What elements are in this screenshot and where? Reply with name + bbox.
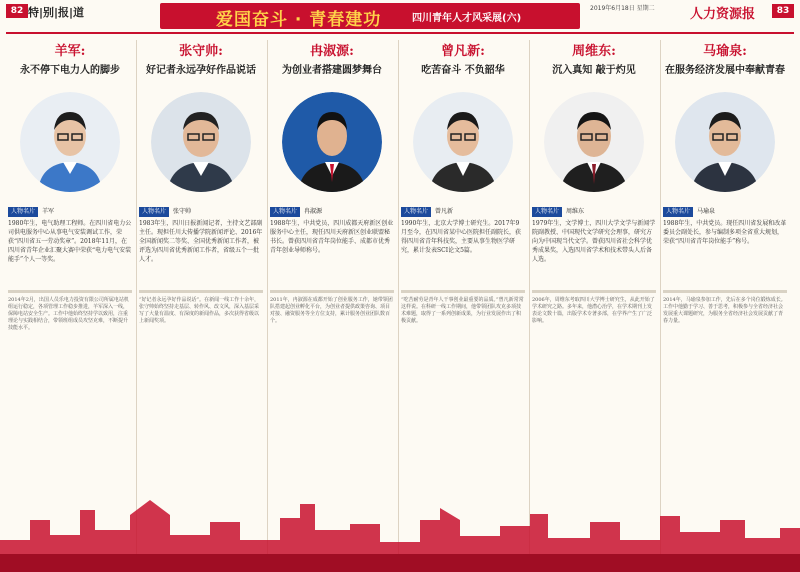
profile-tag-label: 人物名片 <box>401 207 431 217</box>
profile-tag <box>8 207 54 217</box>
profile-column <box>268 38 396 528</box>
portrait-photo <box>20 92 120 192</box>
profile-name: 冉淑源: <box>310 44 354 59</box>
profile-tag-name: 张守帅 <box>173 208 192 215</box>
profile-bio: 1980年生，电气助理工程师。在四川省电力公司供电服务中心从事电气安装调试工作，荣获“四川省五一劳动奖章”。2018年11月，在四川省青年企业汇聚大赛中荣获“电力电气安装能手”个人一等奖。 <box>8 220 132 263</box>
portrait-photo <box>675 92 775 192</box>
portrait-photo <box>151 92 251 192</box>
profile-tag-name: 羊军 <box>42 208 55 215</box>
profile-bio: 1979年生，文学博士，四川大学文学与新闻学院副教授、中国现代文学研究会理事，研究方向为中国现当代文学。曾获四川省社会科学优秀成果奖，入选四川省学术和技术带头人后备人选。 <box>532 220 656 263</box>
profile-tag-label: 人物名片 <box>663 207 693 217</box>
profile-slogan: 好记者永远孕好作品说话 <box>146 65 256 76</box>
text-divider <box>532 290 656 293</box>
profile-tag-label: 人物名片 <box>8 207 38 217</box>
title-banner <box>160 3 580 29</box>
profile-tag <box>532 207 584 217</box>
profile-slogan: 吃苦奋斗 不负韶华 <box>421 65 505 76</box>
profile-tag <box>401 207 453 217</box>
profile-name: 周维东: <box>572 44 616 59</box>
profile-bio: 1983年生，四川日报新闻记者，主持文艺部副主任。现担任川大传播学院新闻评论、2016年全国新闻奖二等奖、全国优秀新闻工作者，被评选为四川省优秀新闻工作者，省级五个一批人才。 <box>139 220 263 263</box>
profile-tag <box>139 207 191 217</box>
text-divider <box>401 290 525 293</box>
profile-tag-label: 人物名片 <box>139 207 169 217</box>
text-divider <box>139 290 263 293</box>
city-skyline-graphic <box>0 480 800 572</box>
portrait-photo <box>544 92 644 192</box>
newspaper-brand: 人力资源报 <box>690 7 756 22</box>
profile-slogan: 永不停下电力人的脚步 <box>20 65 120 76</box>
article-text: “好记者永远孕好作品说话”。在新闻一线工作十余年，张守帅始终坚持走基层、转作风、改文风，深入基层采写了大量有温度、有深度的新闻作品，多次获得省级以上新闻奖项。 <box>139 297 260 324</box>
text-divider <box>270 290 394 293</box>
profile-column <box>399 38 527 528</box>
header-rule <box>6 32 794 34</box>
article-text: “吃苦耐劳是青年人干事创业最重要的品质。”曾凡新常常这样说。在科研一线工作期间，他带领团队攻克多项技术难题，取得了一系列创新成果，为行业发展作出了积极贡献。 <box>401 297 524 324</box>
profile-name: 张守帅: <box>179 44 223 59</box>
profile-tag <box>270 207 322 217</box>
banner-title: 爱国奋斗 · 青春建功 <box>216 10 382 30</box>
article-text: 2014年，马瑜泉参加工作，先后在多个岗位锻炼成长。工作中他勤于学习、善于思考，积极参与全省经济社会发展重大课题研究，为服务全省经济社会发展贡献了青春力量。 <box>663 297 786 324</box>
profile-column <box>661 38 789 528</box>
profile-name: 马瑜泉: <box>703 44 747 59</box>
profile-column <box>6 38 134 528</box>
text-divider <box>8 290 132 293</box>
article-text: 2011年，冉淑源在成都开始了创业服务工作，她带领团队搭建起创业孵化平台，为创业者提供政策咨询、项目对接、融资服务等全方位支持，累计服务创业团队数百个。 <box>270 297 393 324</box>
section-label: 特|别|报|道 <box>28 6 85 19</box>
profile-slogan: 在服务经济发展中奉献青春 <box>665 65 785 76</box>
profile-name: 羊军: <box>54 44 86 59</box>
profile-tag-label: 人物名片 <box>270 207 300 217</box>
profile-column <box>137 38 265 528</box>
profile-tag-label: 人物名片 <box>532 207 562 217</box>
page-number-left: 82 <box>6 4 28 18</box>
profile-bio: 1988年生，中共党员。现任四川省发展和改革委员会副处长，参与编制多项全省重大规划，荣获“四川省青年岗位能手”称号。 <box>663 220 787 245</box>
profile-bio: 1990年生，北京大学博士研究生。2017年9月至今，在四川省某中心医院担任副院长，获得四川省青年科技奖，主要从事生物医学研究，累计发表SCI论文5篇。 <box>401 220 522 254</box>
portrait-photo <box>282 92 382 192</box>
profile-slogan: 为创业者搭建圆梦舞台 <box>282 65 382 76</box>
profile-tag-name: 曾凡新 <box>435 208 454 215</box>
text-divider <box>663 290 787 293</box>
profile-tag-name: 马瑜泉 <box>697 208 716 215</box>
dateline: 2019年6月18日 星期二 <box>590 5 655 12</box>
portrait-photo <box>413 92 513 192</box>
profile-tag-name: 冉淑源 <box>304 208 323 215</box>
banner-subtitle: 四川青年人才风采展(六) <box>412 13 522 24</box>
profile-name: 曾凡新: <box>441 44 485 59</box>
article-text: 2014年2月，出国人员乐电力投资有限公司所属电站机组运行稳定，各项管理工作稳步推进，羊军深入一线，保障电站安全生产。工作中他始终坚持学以致用，注重理论与实践相结合，带领班组成员攻坚克难，不断提升技能水平。 <box>8 297 129 331</box>
profile-bio: 1988年生，中共党员，四川成都天府新区创业服务中心主任，现任四川天府新区创业联盟秘书长。曾获四川省青年岗位能手、成都市优秀青年创业导师称号。 <box>270 220 394 254</box>
page-number-right: 83 <box>772 4 794 18</box>
profile-slogan: 沉入真知 敲于灼见 <box>552 65 636 76</box>
page-header <box>0 0 800 40</box>
article-text: 2006年，周维东考取四川大学博士研究生，从此开始了学术研究之路。多年来，他潜心治学，在学术期刊上发表论文数十篇，出版学术专著多部，在学界产生了广泛影响。 <box>532 297 655 324</box>
profile-tag-name: 周维东 <box>566 208 585 215</box>
profile-tag <box>663 207 715 217</box>
profile-column <box>530 38 658 528</box>
